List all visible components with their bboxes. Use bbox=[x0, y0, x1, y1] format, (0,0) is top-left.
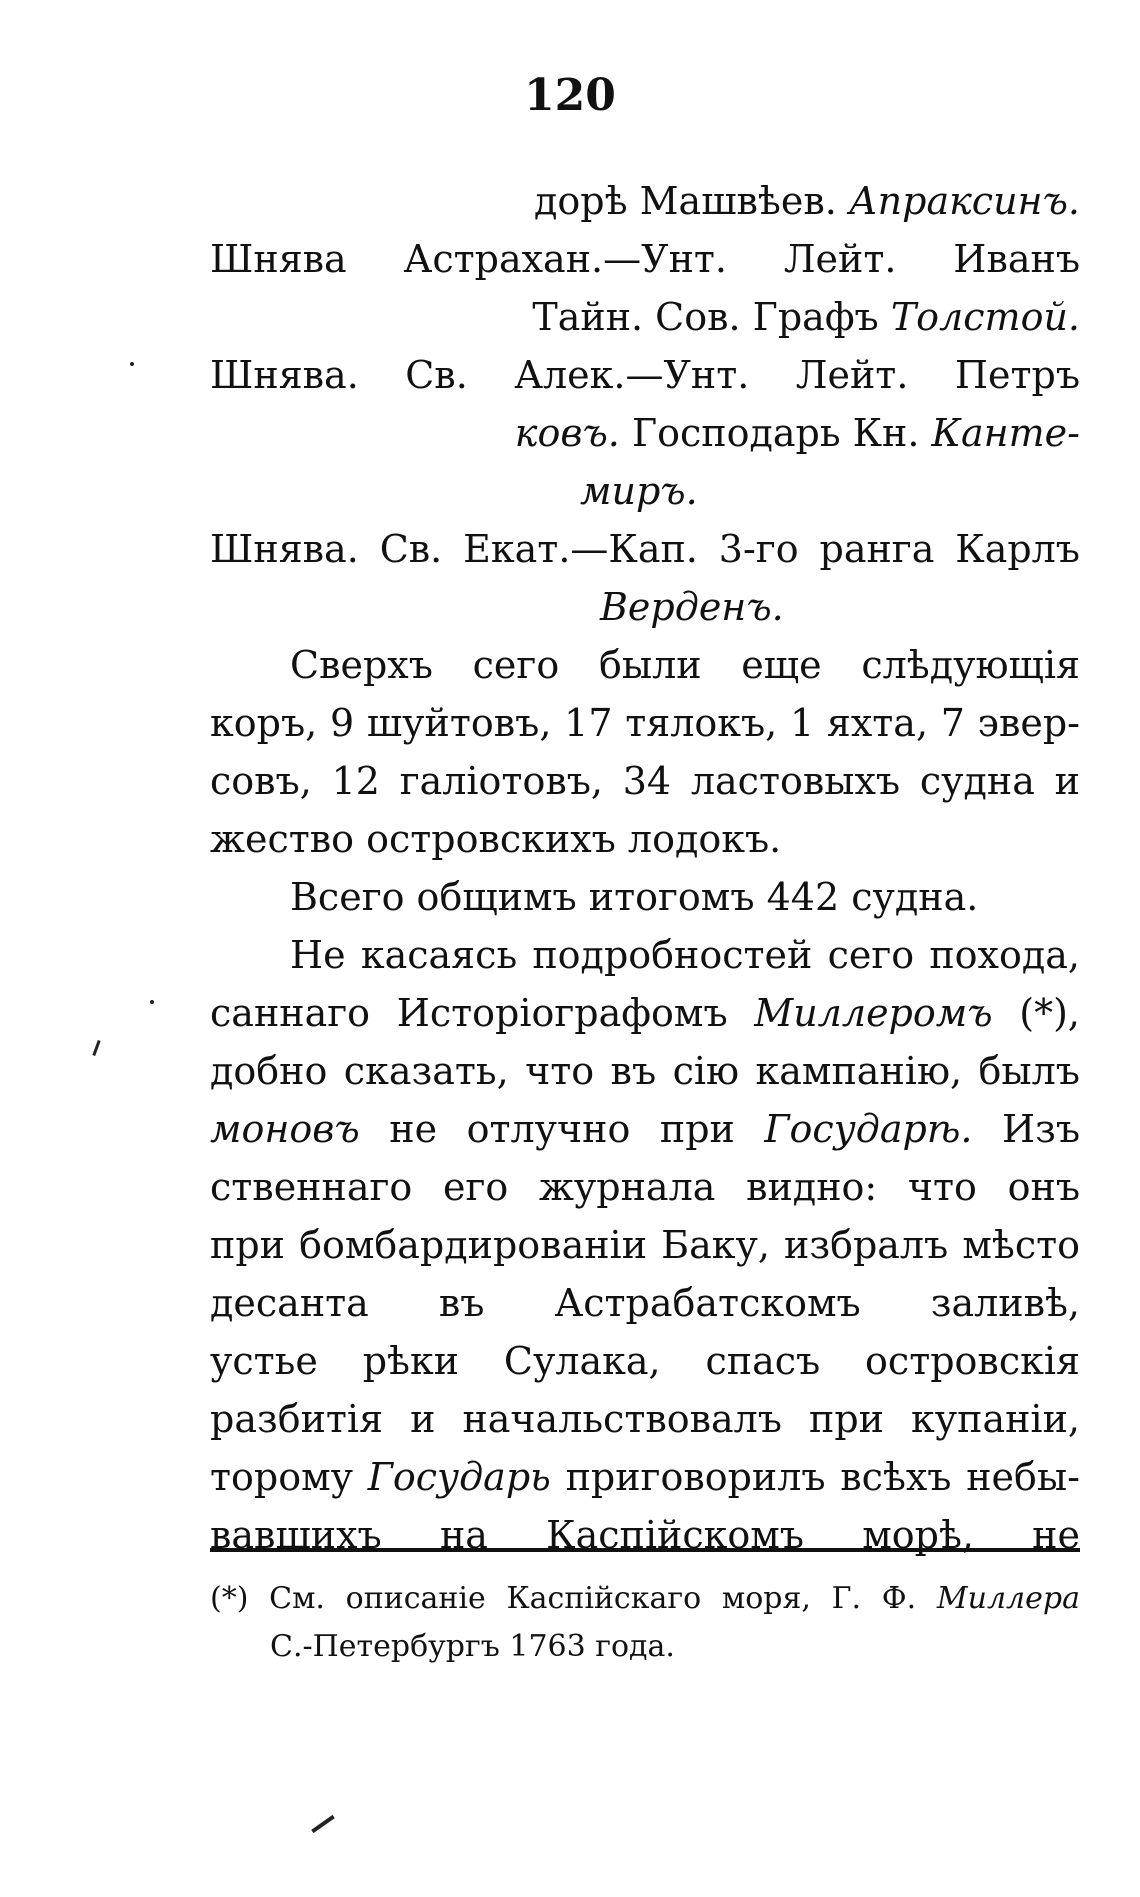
text-run: Шнява. Св. Алек.—Унт. Лейт. Петръ bbox=[210, 353, 1080, 397]
text-run: Всего общимъ итогомъ 442 судна. bbox=[290, 875, 979, 919]
text-line bbox=[210, 230, 1080, 288]
text-line bbox=[210, 984, 1080, 1042]
italic-text: моновъ bbox=[210, 1107, 360, 1151]
italic-text: Верденъ. bbox=[600, 585, 784, 629]
italic-text: ковъ. bbox=[514, 411, 620, 455]
text-run: десанта въ Астрабатскомъ заливѣ, bbox=[210, 1281, 1080, 1325]
text-run: при бомбардированіи Баку, избралъ мѣсто bbox=[210, 1223, 1080, 1267]
text-run: Шнява Астрахан.—Унт. Лейт. Иванъ bbox=[210, 237, 1080, 281]
text-run: не отлучно при bbox=[359, 1107, 765, 1151]
scan-speck bbox=[311, 1815, 335, 1833]
text-line bbox=[210, 752, 1080, 810]
text-line bbox=[210, 346, 1080, 404]
text-run: вавшихъ на Каспійскомъ морѣ, не bbox=[210, 1513, 1080, 1557]
text-line bbox=[210, 1506, 1080, 1564]
text-line bbox=[210, 1100, 1080, 1158]
scan-speck bbox=[92, 1040, 100, 1056]
text-run: торому bbox=[210, 1455, 368, 1499]
italic-text: Государь bbox=[367, 1455, 551, 1499]
text-line bbox=[210, 462, 1080, 520]
text-run: коръ, 9 шуйтовъ, 17 тялокъ, 1 яхта, 7 эвер- bbox=[210, 701, 1080, 745]
text-line bbox=[210, 636, 1080, 694]
text-run: Шнява. Св. Екат.—Кап. 3-го ранга Карлъ bbox=[210, 527, 1080, 571]
text-line bbox=[210, 868, 1080, 926]
scan-speck bbox=[150, 1000, 154, 1004]
text-run: Сверхъ сего были еще слѣдующія bbox=[290, 643, 1080, 687]
body-text bbox=[210, 172, 1080, 1564]
text-line bbox=[210, 1216, 1080, 1274]
italic-text: Канте- bbox=[931, 411, 1080, 455]
footnote-line bbox=[210, 1623, 1080, 1671]
text-line bbox=[210, 404, 1080, 462]
text-line bbox=[210, 288, 1080, 346]
text-line bbox=[210, 1042, 1080, 1100]
footnote bbox=[210, 1575, 1080, 1671]
italic-text: Апраксинъ. bbox=[848, 179, 1080, 223]
text-run: Не касаясь подробностей сего похода, bbox=[290, 933, 1080, 977]
text-run: С.-Петербургъ 1763 года. bbox=[270, 1629, 675, 1664]
text-line bbox=[210, 520, 1080, 578]
text-run: (*) См. описаніе Каспійскаго моря, Г. Ф. bbox=[210, 1581, 937, 1616]
text-run: саннаго Исторіографомъ bbox=[210, 991, 755, 1035]
text-run: ственнаго его журнала видно: что онъ bbox=[210, 1165, 1080, 1209]
text-line bbox=[210, 1158, 1080, 1216]
text-run: устье рѣки Сулака, спасъ островскія bbox=[210, 1339, 1080, 1383]
text-run: жество островскихъ лодокъ. bbox=[210, 817, 782, 861]
footnote-rule bbox=[210, 1548, 1080, 1552]
italic-text: Толстой. bbox=[890, 295, 1080, 339]
text-line bbox=[210, 1448, 1080, 1506]
italic-text: Миллера bbox=[936, 1581, 1080, 1616]
italic-text: Миллеромъ bbox=[754, 991, 993, 1035]
text-run: (*), bbox=[1019, 991, 1080, 1035]
footnote-line bbox=[210, 1575, 1080, 1623]
text-line bbox=[210, 694, 1080, 752]
page-number: 120 bbox=[524, 70, 616, 121]
text-line bbox=[210, 1390, 1080, 1448]
scan-speck bbox=[130, 362, 134, 366]
text-run: Тайн. Сов. Графъ bbox=[532, 295, 891, 339]
text-run: разбитія и начальствовалъ при купаніи, bbox=[210, 1397, 1080, 1441]
text-line bbox=[210, 926, 1080, 984]
text-run: Изъ bbox=[1001, 1107, 1080, 1151]
text-run: Господарь Кн. bbox=[619, 411, 932, 455]
text-run: совъ, 12 галіотовъ, 34 ластовыхъ судна и bbox=[210, 759, 1080, 803]
text-line bbox=[210, 578, 1080, 636]
text-run: дорѣ Машвѣев. bbox=[534, 179, 849, 223]
text-line bbox=[210, 172, 1080, 230]
text-line bbox=[210, 810, 1080, 868]
text-line bbox=[210, 1274, 1080, 1332]
italic-text: миръ. bbox=[580, 469, 698, 513]
italic-text: Государѣ. bbox=[764, 1107, 973, 1151]
text-run: добно сказать, что въ сію кампанію, былъ bbox=[210, 1049, 1080, 1093]
text-run: приговорилъ всѣхъ небы- bbox=[550, 1455, 1080, 1499]
text-line bbox=[210, 1332, 1080, 1390]
